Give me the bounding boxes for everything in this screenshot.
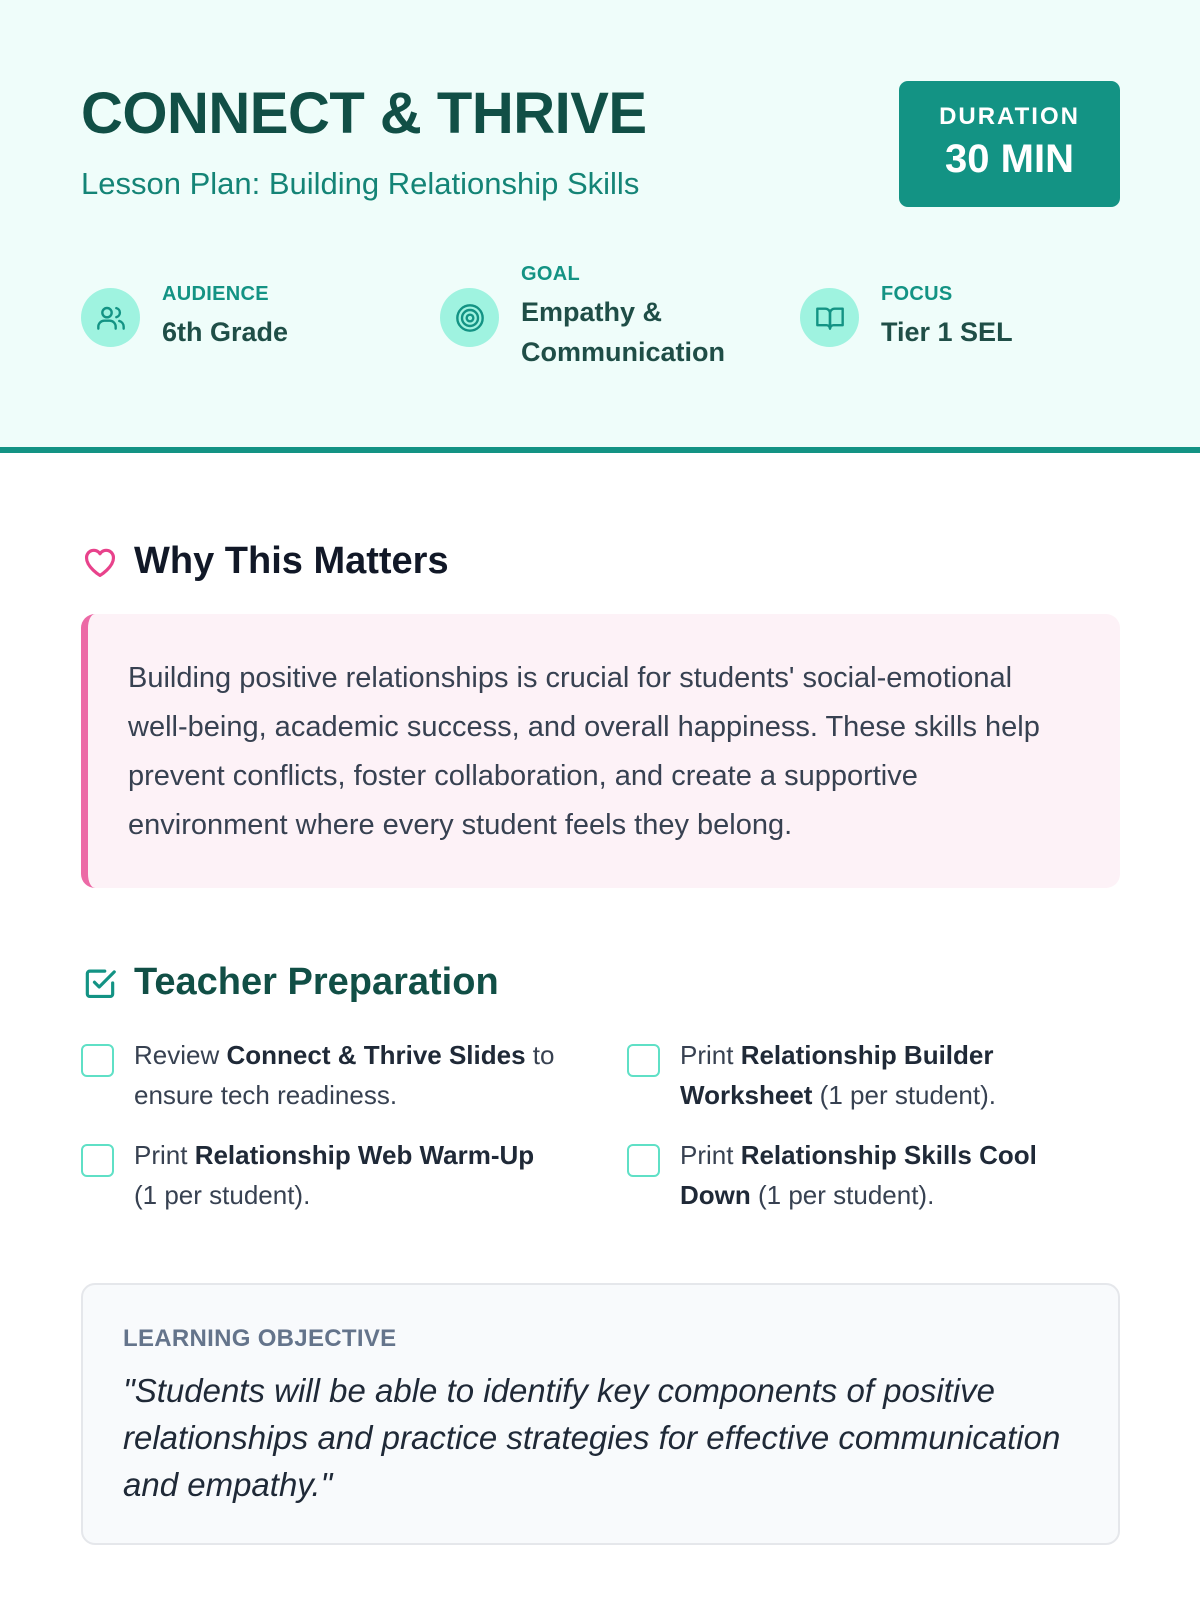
meta-focus	[800, 283, 1013, 352]
prep-item-text	[680, 1035, 1107, 1115]
prep-checkbox[interactable]	[627, 1144, 660, 1177]
target-icon	[440, 288, 499, 347]
prep-section-title	[80, 961, 499, 1004]
prep-item-bold: Relationship Builder Worksheet	[680, 1040, 994, 1110]
duration-label: DURATION	[939, 103, 1080, 130]
meta-audience	[81, 283, 288, 352]
page-subtitle: Lesson Plan: Building Relationship Skills	[81, 166, 640, 201]
checkbox-icon	[80, 963, 120, 1003]
prep-item[interactable]	[627, 1135, 1107, 1215]
users-icon	[81, 288, 140, 347]
prep-checkbox[interactable]	[627, 1044, 660, 1077]
duration-badge	[899, 81, 1120, 207]
heart-icon	[80, 542, 120, 582]
lesson-header	[0, 0, 1200, 453]
learning-objective-card	[81, 1283, 1120, 1545]
prep-title-text: Teacher Preparation	[134, 961, 499, 1003]
objective-label: LEARNING OBJECTIVE	[123, 1325, 397, 1352]
prep-checkbox[interactable]	[81, 1144, 114, 1177]
prep-item-post: to ensure tech readiness.	[134, 1040, 555, 1110]
prep-item-pre: Print	[680, 1040, 741, 1070]
meta-value-line: Communication	[521, 337, 726, 367]
prep-item-bold: Relationship Skills Cool Down	[680, 1140, 1037, 1210]
meta-label: FOCUS	[881, 283, 953, 305]
prep-item-pre: Print	[134, 1140, 195, 1170]
meta-goal	[440, 263, 725, 372]
meta-value: Tier 1 SEL	[881, 317, 1013, 347]
prep-item-bold: Relationship Web Warm-Up	[194, 1140, 535, 1170]
prep-item[interactable]	[81, 1135, 561, 1215]
prep-item-pre: Print	[680, 1140, 741, 1170]
prep-item[interactable]	[81, 1035, 561, 1115]
prep-item-post: (1 per student).	[134, 1180, 311, 1210]
prep-item-pre: Review	[134, 1040, 227, 1070]
prep-item-text	[680, 1135, 1107, 1215]
meta-label: AUDIENCE	[162, 283, 269, 305]
meta-value: 6th Grade	[162, 317, 289, 347]
prep-item[interactable]	[627, 1035, 1107, 1115]
meta-value	[521, 292, 725, 372]
prep-item-text	[134, 1035, 561, 1115]
why-callout	[81, 614, 1120, 888]
meta-value-line: Empathy &	[521, 297, 663, 327]
prep-item-text	[134, 1135, 561, 1215]
objective-quote: "Students will be able to identify key components of positive relationships and practice strategies for effective communication and empathy."	[123, 1372, 1061, 1503]
page-title: CONNECT & THRIVE	[81, 81, 647, 146]
meta-label: GOAL	[521, 263, 580, 285]
why-title-text: Why This Matters	[134, 540, 449, 582]
prep-item-bold: Connect & Thrive Slides	[226, 1040, 526, 1070]
prep-item-post: (1 per student).	[812, 1080, 996, 1110]
prep-item-post: (1 per student).	[750, 1180, 935, 1210]
duration-value: 30 MIN	[945, 137, 1074, 181]
prep-checkbox[interactable]	[81, 1044, 114, 1077]
book-open-icon	[800, 288, 859, 347]
why-body: Building positive relationships is crucial for students' social-emotional well-being, academic success, and overall happiness. These skills help prevent conflicts, foster collaboration, and create a supportive environment where every student feels they belong.	[128, 662, 1040, 841]
why-section-title	[80, 540, 449, 583]
